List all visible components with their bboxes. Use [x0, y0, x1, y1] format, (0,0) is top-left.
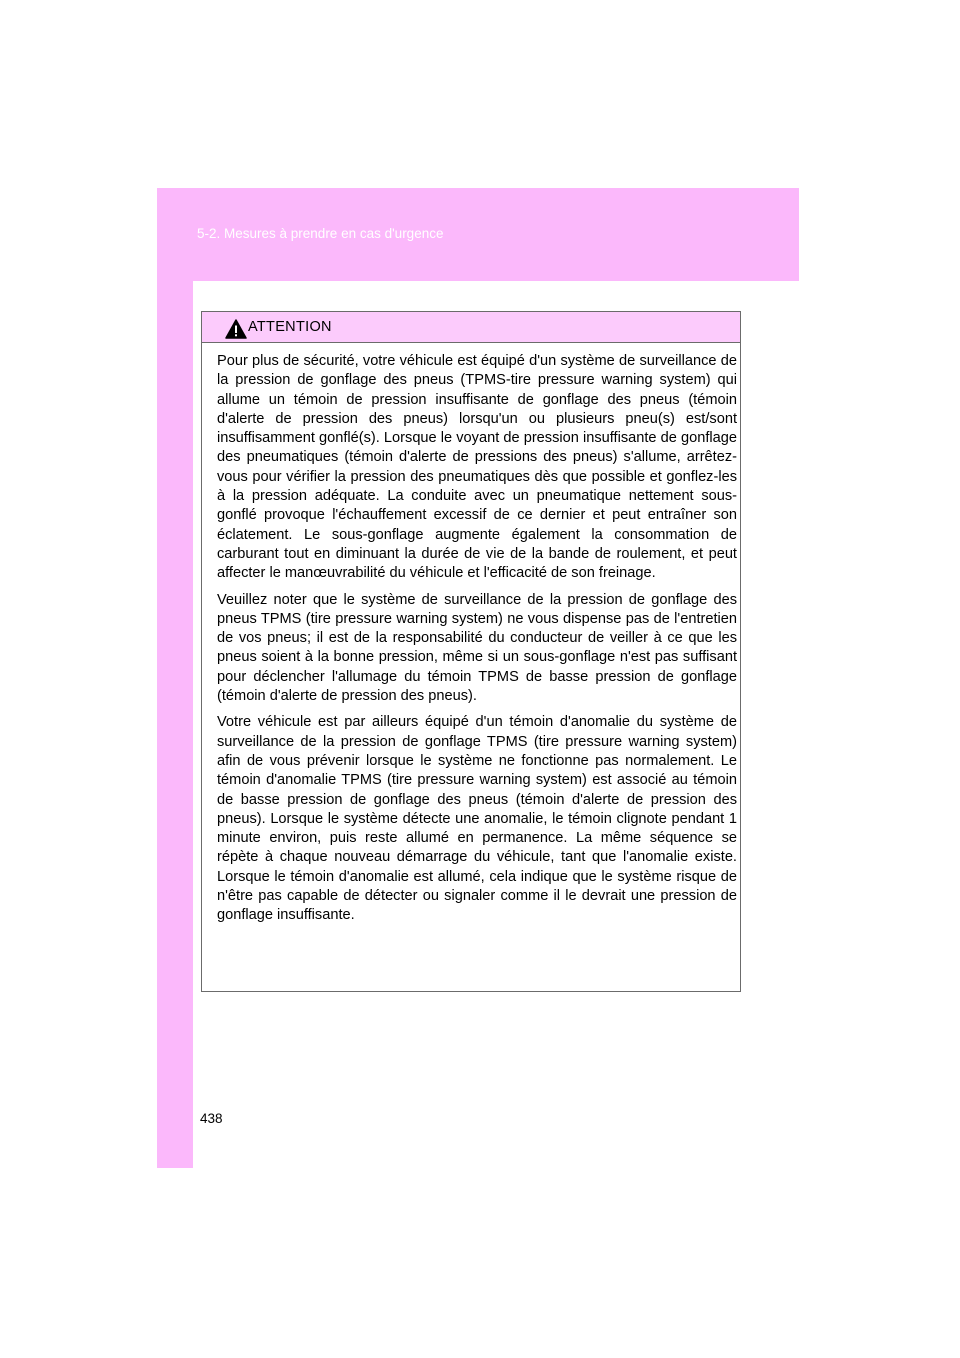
section-header-band — [157, 188, 799, 281]
side-tab-strip — [157, 281, 193, 1168]
caution-box — [201, 311, 741, 992]
page-number: 438 — [200, 1111, 223, 1126]
warning-triangle-icon — [225, 319, 247, 339]
caution-header — [202, 312, 740, 343]
section-title: 5-2. Mesures à prendre en cas d'urgence — [197, 226, 444, 241]
caution-paragraph: Votre véhicule est par ailleurs équipé d'un témoin d'anomalie du système de surveillance de la pression de gonflage TPMS (tire pressure warning system) afin de vous prévenir lorsque le système ne fonctionne pas normalement. Le témoin d'anomalie TPMS (tire pressure warning system) est associé au témoin de basse pression de gonflage des pneus (témoin d'alerte de pression des pneus). Lorsque le système détecte une anomalie, le témoin clignote pendant 1 minute environ, puis reste allumé en permanence. La même séquence se répète à chaque nouveau démarrage du véhicule, tant que l'anomalie existe. Lorsque le témoin d'anomalie est allumé, cela indique que le système risque de n'être pas capable de détecter ou signaler comme il le devrait une pression de gonflage insuffisante. — [217, 714, 737, 924]
caution-paragraph: Pour plus de sécurité, votre véhicule est équipé d'un système de surveillance de la pression de gonflage des pneus (TPMS-tire pressure warning system) qui allume un témoin de pression insuffisante de gonflage des pneus (témoin d'alerte de pression des pneus) lorsqu'un ou plusieurs pneu(s) est/sont insuffisamment gonflé(s). Lorsque le voyant de pression insuffisante de gonflage des pneumatiques (témoin d'alerte de pressions des pneus) s'allume, arrêtez-vous pour vérifier la pression des pneumatiques dès que possible et gonflez-les à la pression adéquate. La conduite avec un pneumatique nettement sous-gonflé provoque l'échauffement excessif de ce dernier et peut entraîner son éclatement. Le sous-gonflage augmente également la consommation de carburant tout en diminuant la durée de vie de la bande de roulement, et peut affecter le manœuvrabilité du véhicule et l'efficacité de son freinage. — [217, 353, 737, 582]
caution-paragraph: Veuillez noter que le système de surveillance de la pression de gonflage des pneus TPMS (tire pressure warning system) ne vous dispense pas de l'entretien de vos pneus; il est de la responsabilité du conducteur de veiller à ce que les pneus soient à la bonne pression, même si un sous-gonflage n'est pas suffisant pour déclencher l'allumage du témoin TPMS de basse pression de gonflage (témoin d'alerte de pression des pneus). — [217, 591, 737, 705]
caution-title: ATTENTION — [248, 319, 332, 335]
caution-body — [217, 352, 737, 933]
